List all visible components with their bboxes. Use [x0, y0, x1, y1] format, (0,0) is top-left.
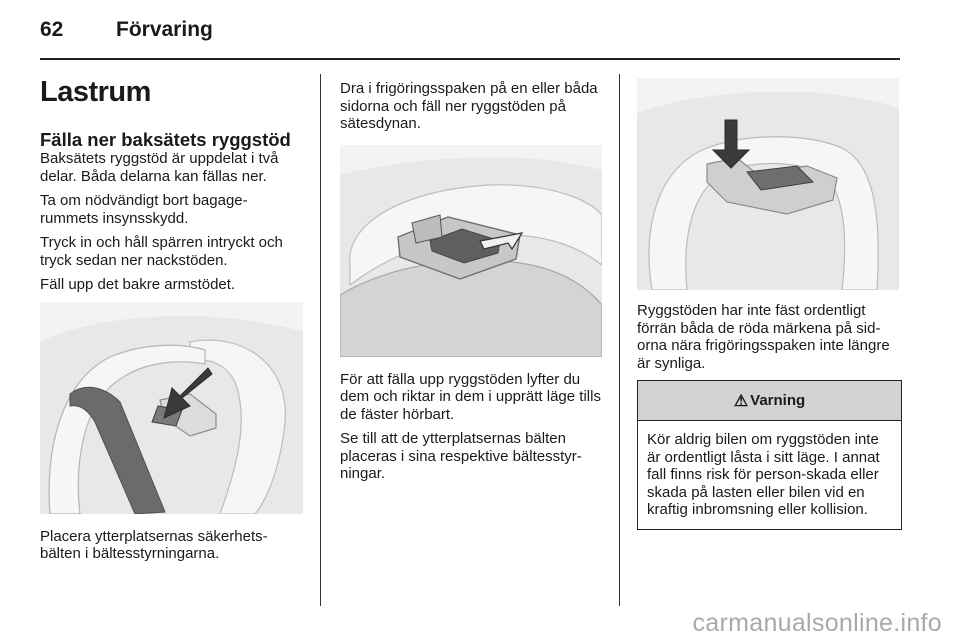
paragraph: Ta om nödvändigt bort bagage-rummets insynsskydd. — [40, 192, 248, 227]
warning-text: Kör aldrig bilen om ryggstöden inte är ordentligt låsta i sitt läge. I annat fall finns risk för person-skada eller skada på lasten eller bilen vid en kraftig inbromsning eller kollision. — [647, 431, 880, 518]
paragraph: Ryggstöden har inte fäst ordentligt förrän båda de röda märkena på sid-orna nära frigöringsspaken inte längre är synliga. — [637, 302, 890, 372]
page-header — [40, 18, 900, 48]
paragraph: Placera ytterplatsernas säkerhets-bälten i bältesstyrningarna. — [40, 527, 268, 562]
paragraph: Baksätets ryggstöd är uppdelat i två delar. Båda delarna kan fällas ner. — [40, 150, 279, 185]
warning-triangle-icon: ⚠ — [733, 392, 749, 410]
paragraph: Tryck in och håll spärren intryckt och tryck sedan ner nackstöden. — [40, 234, 283, 269]
paragraph: Fäll upp det bakre armstödet. — [40, 276, 236, 293]
column-2 — [340, 74, 605, 490]
chapter-title: Lastrum — [40, 76, 151, 108]
warning-title: Varning — [750, 392, 806, 409]
red-markers-illustration — [637, 78, 899, 290]
headrest-latch-illustration — [40, 302, 303, 514]
paragraph: Se till att de ytterplatsernas bälten placeras i sina respektive bältesstyr-ningar. — [340, 430, 582, 482]
paragraph: Dra i frigöringsspaken på en eller båda sidorna och fäll ner ryggstöden på sätesdynan. — [340, 80, 598, 132]
watermark: carmanualsonline.info — [692, 609, 942, 637]
column-3 — [637, 74, 902, 530]
warning-header — [638, 381, 901, 421]
column-divider-1 — [320, 74, 321, 606]
section-title: Förvaring — [116, 18, 213, 41]
page-number: 62 — [40, 18, 64, 41]
header-divider — [40, 58, 900, 60]
release-lever-illustration — [340, 145, 602, 357]
paragraph: För att fälla upp ryggstöden lyfter du dem och riktar in dem i upprätt läge tills de fäster hörbart. — [340, 370, 601, 423]
subsection-title: Fälla ner baksätets ryggstöd — [40, 129, 291, 150]
column-divider-2 — [619, 74, 620, 606]
column-1 — [40, 74, 305, 570]
warning-box — [637, 380, 902, 530]
